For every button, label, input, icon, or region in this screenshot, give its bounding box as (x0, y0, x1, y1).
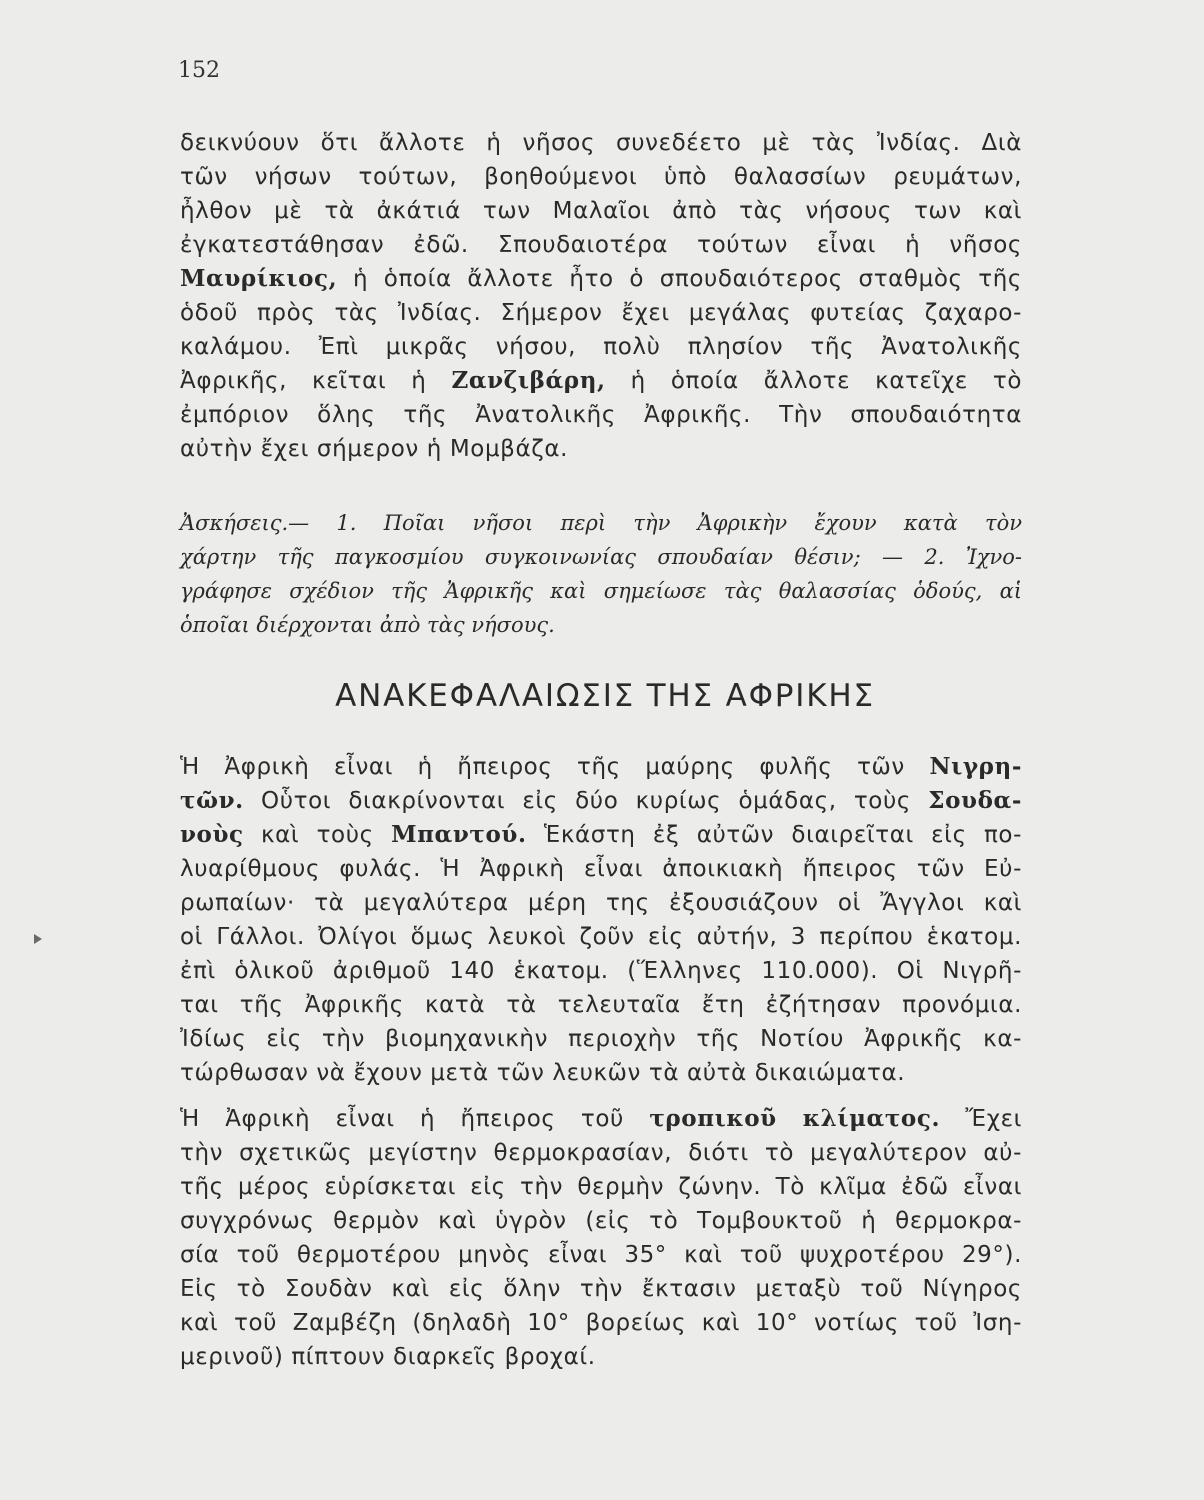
exercise-line: ὁποῖαι διέρχονται ἀπὸ τὰς νήσους. (180, 613, 555, 637)
exercise-line: γράφησε σχέδιον τῆς Ἀφρικῆς καὶ σημείωσε τὰς θαλασσίας ὁδούς, αἱ (180, 579, 1022, 603)
text-fragment: Ἡ Ἀφρικὴ εἶναι ἡ ἤπειρος τοῦ (180, 1106, 650, 1132)
text-line: καὶ τοῦ Ζαμβέζη (δηλαδὴ 10° βορείως καὶ 10° νοτίως τοῦ Ἰση- (180, 1310, 1022, 1336)
text-fragment: Ἀφρικῆς, κεῖται ἡ (180, 368, 452, 394)
text-line: ἐπὶ ὁλικοῦ ἀριθμοῦ 140 ἑκατομ. (Ἕλληνες 110.000). Οἱ Νιγρῆ- (180, 958, 1022, 984)
text-fragment: Οὗτοι διακρίνονται εἰς δύο κυρίως ὁμάδας, τοὺς (243, 788, 929, 814)
bold-term-bantu: Μπαντού. (391, 821, 527, 848)
text-fragment: Ἡ Ἀφρικὴ εἶναι ἡ ἤπειρος τῆς μαύρης φυλῆς τῶν (180, 754, 930, 780)
text-fragment: Ἔχει (940, 1106, 1023, 1132)
text-line (180, 364, 1022, 398)
text-line: οἱ Γάλλοι. Ὀλίγοι ὅμως λευκοὶ ζοῦν εἰς αὐτήν, 3 περίπου ἑκατομ. (180, 924, 1022, 950)
text-line: τὴν σχετικῶς μεγίστην θερμοκρασίαν, διότι τὸ μεγαλύτερον αὐ- (180, 1140, 1022, 1166)
bold-term-mauritius: Μαυρίκιος, (180, 265, 338, 292)
bold-term-sudanese-end: νοὺς (180, 821, 244, 848)
margin-arrow-mark (34, 934, 42, 944)
text-line: μερινοῦ) πίπτουν διαρκεῖς βροχαί. (180, 1344, 596, 1370)
exercises-block (180, 506, 1022, 642)
text-line (180, 262, 1022, 296)
bold-term-tropical-climate: τροπικοῦ κλίματος. (649, 1105, 941, 1132)
text-line: ται τῆς Ἀφρικῆς κατὰ τὰ τελευταῖα ἔτη ἐζήτησαν προνόμια. (180, 992, 1022, 1018)
text-line: τώρθωσαν νὰ ἔχουν μετὰ τῶν λευκῶν τὰ αὐτὰ δικαιώματα. (180, 1060, 906, 1086)
bold-term-zanzibar: Ζανζιβάρη, (451, 367, 606, 394)
paragraph-islands (180, 126, 1022, 466)
text-line: καλάμου. Ἐπὶ μικρᾶς νήσου, πολὺ πλησίον τῆς Ἀνατολικῆς (180, 334, 1022, 360)
exercise-line: χάρτην τῆς παγκοσμίου συγκοινωνίας σπουδαίαν θέσιν; — 2. Ἰχνο- (180, 545, 1022, 569)
text-fragment: ἡ ὁποία ἄλλοτε ἦτο ὁ σπουδαιότερος σταθμὸς τῆς (337, 266, 1022, 292)
text-line (180, 1102, 1022, 1136)
text-line: τῆς μέρος εὑρίσκεται εἰς τὴν θερμὴν ζώνην. Τὸ κλῖμα ἐδῶ εἶναι (180, 1174, 1022, 1200)
text-line: ἐγκατεστάθησαν ἐδῶ. Σπουδαιοτέρα τούτων εἶναι ἡ νῆσος (180, 232, 1022, 258)
bold-term-sudanese: Σουδα- (928, 787, 1022, 814)
text-line: ρωπαίων· τὰ μεγαλύτερα μέρη της ἐξουσιάζουν οἱ Ἄγγλοι καὶ (180, 890, 1022, 916)
text-line: Ἰδίως εἰς τὴν βιομηχανικὴν περιοχὴν τῆς Νοτίου Ἀφρικῆς κα- (180, 1026, 1022, 1052)
text-line: δεικνύουν ὅτι ἄλλοτε ἡ νῆσος συνεδέετο μὲ τὰς Ἰνδίας. Διὰ (180, 130, 1022, 156)
text-fragment: ἡ ὁποία ἄλλοτε κατεῖχε τὸ (605, 368, 1022, 394)
bold-term-negroes-end: τῶν. (180, 787, 244, 814)
bold-term-negroes: Νιγρη- (929, 753, 1022, 780)
text-line: τῶν νήσων τούτων, βοηθούμενοι ὑπὸ θαλασσίων ρευμάτων, (180, 164, 1022, 190)
text-line: συγχρόνως θερμὸν καὶ ὑγρὸν (εἰς τὸ Τομβουκτοῦ ἡ θερμοκρα- (180, 1208, 1022, 1234)
text-line: ἦλθον μὲ τὰ ἀκάτιά των Μαλαῖοι ἀπὸ τὰς νήσους των καὶ (180, 198, 1022, 224)
text-line: ὁδοῦ πρὸς τὰς Ἰνδίας. Σήμερον ἔχει μεγάλας φυτείας ζαχαρο- (180, 300, 1022, 326)
text-line: αὐτὴν ἔχει σήμερον ἡ Μομβάζα. (180, 436, 569, 462)
section-heading: ΑΝΑΚΕΦΑΛΑΙΩΣΙΣ ΤΗΣ ΑΦΡΙΚΗΣ (335, 678, 875, 714)
text-line: λυαρίθμους φυλάς. Ἡ Ἀφρικὴ εἶναι ἀποικιακὴ ἤπειρος τῶν Εὐ- (180, 856, 1022, 882)
exercise-line: Ἀσκήσεις.— 1. Ποῖαι νῆσοι περὶ τὴν Ἀφρικὴν ἔχουν κατὰ τὸν (180, 511, 1022, 535)
paragraph-population (180, 750, 1022, 1090)
paragraph-climate (180, 1102, 1022, 1374)
text-line (180, 784, 1022, 818)
text-line (180, 750, 1022, 784)
text-fragment: Ἑκάστη ἐξ αὐτῶν διαιρεῖται εἰς πο- (526, 822, 1022, 848)
text-line (180, 818, 1022, 852)
text-line: Εἰς τὸ Σουδὰν καὶ εἰς ὅλην τὴν ἔκτασιν μεταξὺ τοῦ Νίγηρος (180, 1276, 1022, 1302)
text-line: ἐμπόριον ὅλης τῆς Ἀνατολικῆς Ἀφρικῆς. Τὴν σπουδαιότητα (180, 402, 1022, 428)
text-line: σία τοῦ θερμοτέρου μηνὸς εἶναι 35° καὶ τοῦ ψυχροτέρου 29°). (180, 1242, 1022, 1268)
text-fragment: καὶ τοὺς (243, 822, 392, 848)
page-number: 152 (178, 58, 220, 83)
